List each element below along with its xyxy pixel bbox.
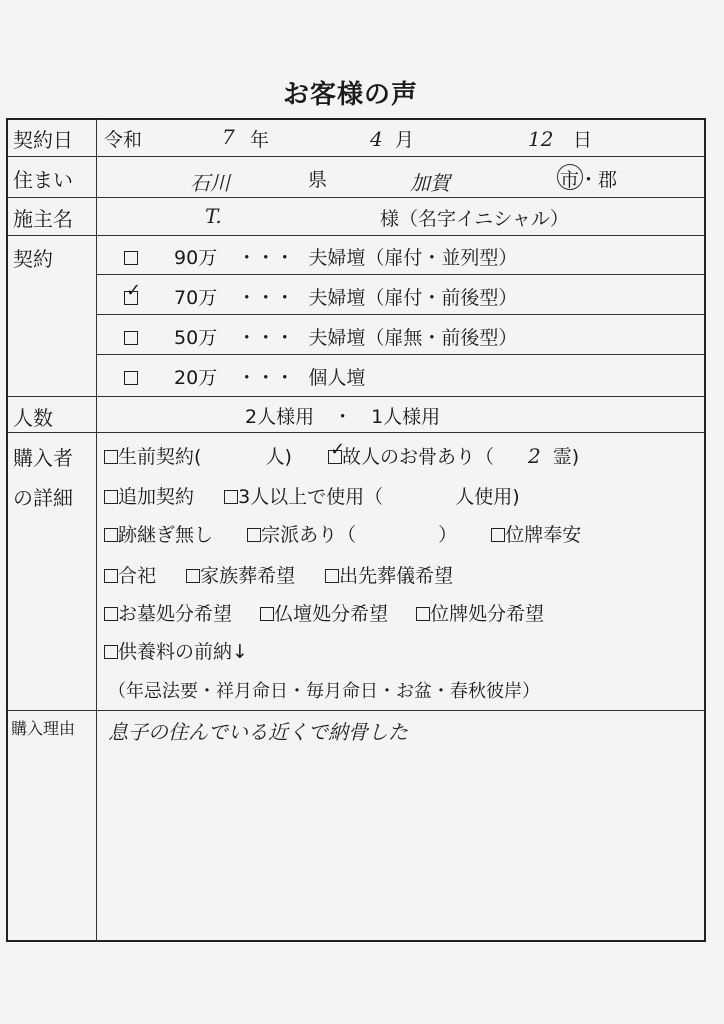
contract-option-50[interactable] bbox=[124, 323, 517, 350]
client-label: 施主名 bbox=[13, 207, 73, 231]
checkbox-joint-burial[interactable] bbox=[104, 569, 118, 583]
city-value[interactable]: 加賀 bbox=[410, 171, 450, 195]
checkbox-prepayment[interactable] bbox=[104, 645, 118, 659]
checkbox-tablet-disposal[interactable] bbox=[416, 607, 430, 621]
prefecture-unit: 県 bbox=[308, 169, 328, 191]
reason-label: 購入理由 bbox=[11, 719, 76, 738]
option-desc: 夫婦壇（扉無・前後型） bbox=[308, 327, 518, 349]
people-label: 人数 bbox=[13, 406, 53, 430]
contract-option-20[interactable] bbox=[124, 363, 365, 390]
option-price: 50万 bbox=[174, 327, 218, 349]
page-title: お客様の声 bbox=[283, 80, 419, 110]
residence-label: 住まい bbox=[13, 168, 73, 192]
client-suffix: 様（名字イニシャル） bbox=[380, 208, 569, 230]
details-row-2 bbox=[104, 482, 520, 509]
divider-after-residence bbox=[7, 197, 705, 198]
checkbox-50[interactable] bbox=[124, 331, 138, 345]
remains-label: 故人のお骨あり（ bbox=[341, 446, 494, 468]
checkbox-additional[interactable] bbox=[104, 490, 118, 504]
checkbox-altar-disposal[interactable] bbox=[260, 607, 274, 621]
contract-option-70[interactable] bbox=[124, 280, 518, 310]
details-row-4 bbox=[104, 561, 453, 588]
divider-after-details bbox=[7, 710, 705, 711]
family-funeral-label: 家族葬希望 bbox=[200, 565, 296, 587]
contract-day-value[interactable]: 12 bbox=[528, 127, 554, 151]
checkbox-three-plus[interactable] bbox=[224, 490, 238, 504]
sect-end: ） bbox=[438, 524, 458, 546]
details-row-3 bbox=[104, 520, 581, 547]
check-mark-icon: ✓ bbox=[126, 280, 142, 301]
details-row-1 bbox=[104, 439, 580, 469]
remains-end: 霊) bbox=[552, 446, 580, 468]
sect-label: 宗派あり（ bbox=[261, 524, 357, 546]
divider-after-client bbox=[7, 235, 705, 236]
option-dots: ・・・ bbox=[237, 367, 295, 389]
reason-text[interactable]: 息子の住んでいる近くで納骨した bbox=[108, 720, 408, 744]
details-label-1: 購入者 bbox=[13, 446, 73, 470]
checkbox-70[interactable] bbox=[124, 280, 142, 305]
option-desc: 夫婦壇（扉付・前後型） bbox=[308, 287, 518, 309]
checkbox-20[interactable] bbox=[124, 371, 138, 385]
prefecture-value[interactable]: 石川 bbox=[190, 171, 230, 195]
checkbox-sect[interactable] bbox=[247, 528, 261, 542]
grave-disposal-label: お墓処分希望 bbox=[118, 603, 233, 625]
three-plus-label: 3人以上で使用（ bbox=[238, 486, 384, 508]
checkbox-remains[interactable] bbox=[328, 439, 346, 464]
contract-option-90[interactable] bbox=[124, 243, 517, 270]
check-mark-icon: ✓ bbox=[329, 439, 346, 460]
day-unit: 日 bbox=[573, 129, 593, 151]
client-initial-value[interactable]: T. bbox=[205, 204, 222, 228]
prepayment-label: 供養料の前納↓ bbox=[118, 641, 248, 663]
label-column-divider bbox=[96, 119, 97, 941]
option-dots: ・・・ bbox=[237, 247, 295, 269]
outside-funeral-label: 出先葬儀希望 bbox=[339, 565, 454, 587]
no-heir-label: 跡継ぎ無し bbox=[118, 524, 214, 546]
city-circle-mark bbox=[557, 164, 583, 190]
checkbox-family-funeral[interactable] bbox=[186, 569, 200, 583]
contract-option-divider-2 bbox=[97, 314, 705, 315]
three-plus-end: 人使用) bbox=[455, 486, 520, 508]
contract-option-divider-1 bbox=[97, 274, 705, 275]
checkbox-90[interactable] bbox=[124, 251, 138, 265]
details-row-6 bbox=[104, 637, 248, 664]
checkbox-outside-funeral[interactable] bbox=[325, 569, 339, 583]
tablet-label: 位牌奉安 bbox=[505, 524, 582, 546]
option-price: 70万 bbox=[174, 287, 218, 309]
details-label-2: の詳細 bbox=[13, 486, 73, 510]
year-unit: 年 bbox=[250, 129, 270, 151]
month-unit: 月 bbox=[395, 129, 415, 151]
divider-after-contract bbox=[7, 396, 705, 397]
contract-year-value[interactable]: 7 bbox=[222, 125, 235, 149]
details-row-5 bbox=[104, 599, 544, 626]
tablet-disposal-label: 位牌処分希望 bbox=[430, 603, 545, 625]
joint-burial-label: 合祀 bbox=[118, 565, 157, 587]
divider-after-date bbox=[7, 156, 705, 157]
option-price: 90万 bbox=[174, 247, 218, 269]
altar-disposal-label: 仏壇処分希望 bbox=[274, 603, 389, 625]
option-price: 20万 bbox=[174, 367, 218, 389]
additional-label: 追加契約 bbox=[118, 486, 195, 508]
pre-contract-end: 人) bbox=[265, 446, 292, 468]
contract-option-divider-3 bbox=[97, 354, 705, 355]
contract-date-label: 契約日 bbox=[13, 128, 73, 152]
memorial-note: （年忌法要・祥月命日・毎月命日・お盆・春秋彼岸） bbox=[108, 681, 540, 702]
option-desc: 個人壇 bbox=[308, 367, 366, 389]
option-dots: ・・・ bbox=[237, 287, 295, 309]
people-value[interactable]: 2人様用 ・ 1人様用 bbox=[245, 406, 441, 428]
option-dots: ・・・ bbox=[237, 327, 295, 349]
remains-count-value[interactable]: 2 bbox=[528, 444, 541, 468]
contract-month-value[interactable]: 4 bbox=[370, 127, 383, 151]
city-unit: 市・郡 bbox=[560, 169, 618, 191]
checkbox-no-heir[interactable] bbox=[104, 528, 118, 542]
pre-contract-label: 生前契約( bbox=[118, 446, 202, 468]
option-desc: 夫婦壇（扉付・並列型） bbox=[308, 247, 518, 269]
checkbox-grave-disposal[interactable] bbox=[104, 607, 118, 621]
checkbox-tablet[interactable] bbox=[491, 528, 505, 542]
contract-label: 契約 bbox=[13, 247, 53, 271]
divider-after-people bbox=[7, 432, 705, 433]
era-label: 令和 bbox=[104, 129, 143, 151]
checkbox-pre-contract[interactable] bbox=[104, 450, 118, 464]
